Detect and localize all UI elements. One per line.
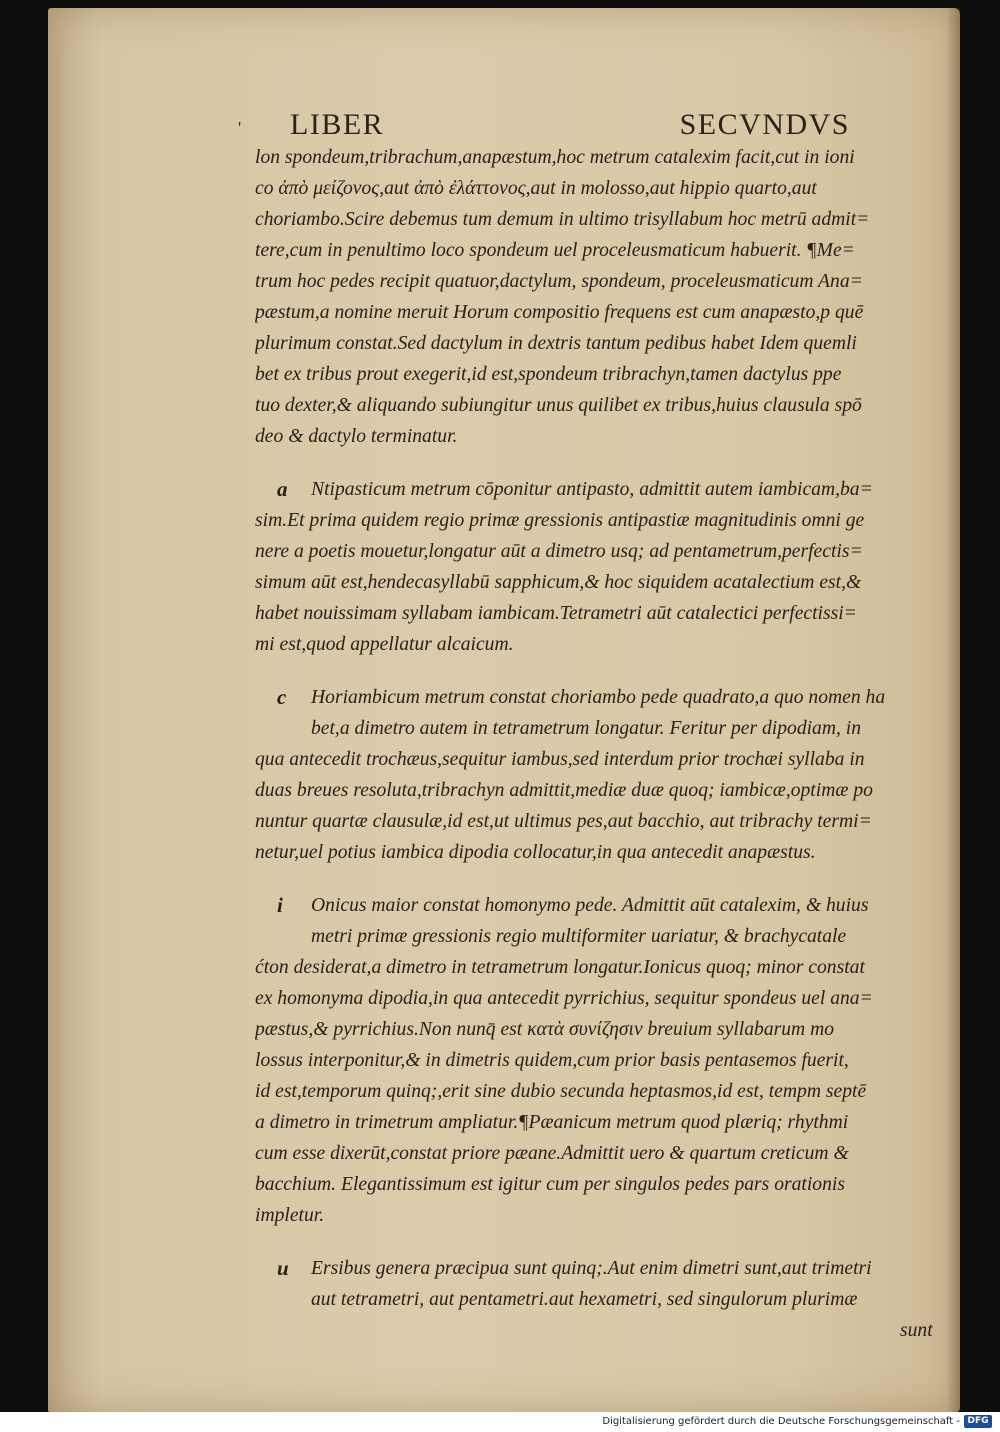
paragraph-antipasticum [255,474,935,660]
text-line: aut tetrametri, aut pentametri.aut hexametri, sed singulorum plurimæ [311,1289,858,1310]
dfg-logo: DFG [964,1415,992,1428]
text-line: sim.Et prima quidem regio primæ gressionis antipastiæ magnitudinis omni ge [255,510,865,531]
text-line: qua antecedit trochæus,sequitur iambus,sed interdum prior trochæi syllaba in [255,749,865,770]
initial-marker: u [277,1256,289,1280]
text-line: deo & dactylo terminatur. [255,426,458,447]
text-line: Ntipasticum metrum cōponitur antipasto, admittit autem iambicam,ba= [311,479,873,500]
side-mark: ' [238,118,242,138]
text-line: a dimetro in trimetrum ampliatur.¶Pæanicum metrum quod plæriq; rhythmi [255,1112,849,1133]
text-line: habet nouissimam syllabam iambicam.Tetrametri aūt catalectici perfectissi= [255,603,857,624]
text-line: Ersibus genera præcipua sunt quinq;.Aut enim dimetri sunt,aut trimetri [311,1258,872,1279]
text-line: nere a poetis mouetur,longatur aūt a dimetro usq; ad pentametrum,perfectis= [255,541,863,562]
running-head [290,108,850,142]
footer-credit: Digitalisierung gefördert durch die Deutsche Forschungsgemeinschaft - [602,1416,960,1427]
running-head-liber: LIBER [290,108,385,141]
text-line: lossus interponitur,& in dimetris quidem,cum prior basis pentasemos fuerit, [255,1050,849,1071]
text-line: mi est,quod appellatur alcaicum. [255,634,514,655]
text-line: bet ex tribus prout exegerit,id est,spondeum tribrachyn,tamen dactylus ppe [255,364,842,385]
body-text [255,142,935,1346]
initial-marker: c [277,685,287,709]
text-line: choriambo.Scire debemus tum demum in ultimo trisyllabum hoc metrū admit= [255,209,870,230]
running-head-secvndvs: SECVNDVS [679,108,850,141]
text-line: pæstum,a nomine meruit Horum compositio frequens est cum anapæsto,p quē [255,302,864,323]
text-line: netur,uel potius iambica dipodia collocatur,in qua antecedit anapæstus. [255,842,816,863]
text-line: pæstus,& pyrrichius.Non nunq̄ est κατὰ συνίζησιν breuium syllabarum mo [255,1019,835,1040]
text-line: lon spondeum,tribrachum,anapæstum,hoc metrum catalexim facit,cut in ioni [255,147,855,168]
text-line: Horiambicum metrum constat choriambo pede quadrato,a quo nomen ha [311,687,886,708]
text-line: bet,a dimetro autem in tetrametrum longatur. Feritur per dipodiam, in [311,718,862,739]
text-line: ex homonyma dipodia,in qua antecedit pyrrichius, sequitur spondeus uel ana= [255,988,873,1009]
catchword: sunt [900,1320,933,1341]
text-line: metri primæ gressionis regio multiformiter uariatur, & brachycatale [311,926,847,947]
text-line: impletur. [255,1205,325,1226]
initial-marker: i [277,893,283,917]
text-line: simum aūt est,hendecasyllabū sapphicum,& hoc siquidem acatalectium est,& [255,572,862,593]
text-line: plurimum constat.Sed dactylum in dextris tantum pedibus habet Idem quemli [255,333,857,354]
text-line: bacchium. Elegantissimum est igitur cum per singulos pedes pars orationis [255,1174,845,1195]
text-line: tuo dexter,& aliquando subiungitur unus quilibet ex tribus,huius clausula spō [255,395,862,416]
text-line: duas breues resoluta,tribrachyn admittit,mediæ duæ quoq; iambicæ,optimæ po [255,780,873,801]
paragraph-continuation [255,142,935,452]
text-line: nuntur quartæ clausulæ,id est,ut ultimus pes,aut bacchio, aut tribrachy termi= [255,811,872,832]
footer-bar [0,1412,1000,1432]
paragraph-choriambicum [255,682,935,868]
text-line: co ἀπὸ μείζονος,aut ἀπὸ ἐλάττονος,aut in molosso,aut hippio quarto,aut [255,178,817,199]
text-line: id est,temporum quinq;,erit sine dubio secunda heptasmos,id est, tempm septē [255,1081,867,1102]
paragraph-versibus [255,1253,935,1346]
initial-marker: a [277,477,288,501]
text-line: ćton desiderat,a dimetro in tetrametrum longatur.Ionicus quoq; minor constat [255,957,865,978]
text-line: tere,cum in penultimo loco spondeum uel proceleusmaticum habuerit. ¶Me= [255,240,855,261]
text-line: cum esse dixerūt,constat priore pæane.Admittit uero & quartum creticum & [255,1143,849,1164]
text-line: Onicus maior constat homonymo pede. Admittit aūt catalexim, & huius [311,895,869,916]
paragraph-ionicus [255,890,935,1231]
text-line: trum hoc pedes recipit quatuor,dactylum, spondeum, proceleusmaticum Ana= [255,271,863,292]
